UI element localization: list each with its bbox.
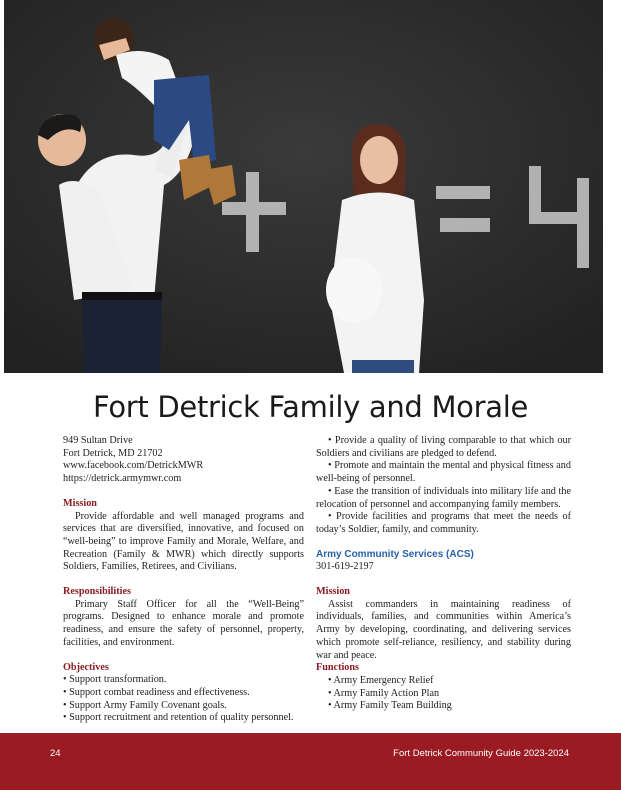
list-item: • Ease the transition of individuals into military life and the relocation of personnel and accompanying family members.	[316, 485, 571, 510]
address-street: 949 Sultan Drive	[63, 435, 133, 446]
list-item: • Army Emergency Relief	[328, 674, 434, 686]
list-item: • Army Family Action Plan	[328, 687, 440, 699]
acs-heading: Army Community Services (ACS)	[316, 548, 474, 560]
list-item: • Promote and maintain the mental and physical fitness and well-being of personnel.	[316, 460, 571, 485]
mission-text: Provide affordable and well managed programs and services that are diversified, innovative, and focused on “well-being” to improve Family and Morale, Welfare, and Recreation (Family & MWR) which directly supports Soldiers, Families, Retirees, and Civilians.	[63, 510, 304, 573]
functions-list	[316, 675, 571, 713]
guide-title: Fort Detrick Community Guide 2023-2024	[393, 748, 569, 759]
family-chalkboard-illustration	[4, 0, 603, 373]
list-item: • Provide a quality of living comparable to that which our Soldiers and civilians are pledged to defend.	[316, 435, 571, 459]
mission-heading: Mission	[63, 497, 97, 509]
acs-phone: 301-619-2197	[316, 561, 374, 573]
page-footer	[0, 733, 621, 790]
objectives-continued-list	[316, 435, 571, 537]
responsibilities-text: Primary Staff Officer for all the “Well-Being” programs. Designed to enhance morale and promote readiness, and ensure the safety of personnel, property, facilities, and environment.	[63, 598, 304, 648]
list-item: • Provide facilities and programs that meet the needs of today’s Soldier, family, and community.	[316, 511, 571, 535]
list-item: • Support Army Family Covenant goals.	[63, 699, 227, 711]
list-item: • Support combat readiness and effectiveness.	[63, 686, 250, 698]
acs-mission-heading: Mission	[316, 586, 350, 598]
page-title: Fort Detrick Family and Morale	[92, 390, 529, 424]
right-column	[316, 435, 571, 713]
facebook-link[interactable]: www.facebook.com/DetrickMWR	[63, 460, 204, 472]
objectives-list	[63, 674, 304, 725]
website-link[interactable]: https://detrick.armymwr.com	[63, 473, 182, 485]
responsibilities-heading: Responsibilities	[63, 586, 131, 598]
address-city: Fort Detrick, MD 21702	[63, 447, 163, 459]
hero-photo	[4, 0, 603, 373]
left-column	[63, 435, 304, 725]
list-item: • Support recruitment and retention of quality personnel.	[63, 712, 294, 724]
list-item: • Army Family Team Building	[328, 700, 452, 712]
page-number: 24	[50, 748, 61, 759]
acs-mission-text: Assist commanders in maintaining readiness of individuals, families, and communities within America’s Army by developing, coordinating, and delivering services which promote self-reliance, resiliency, and stability during war and peace.	[316, 598, 571, 661]
objectives-heading: Objectives	[63, 661, 109, 673]
functions-heading: Functions	[316, 662, 360, 674]
list-item: • Support transformation.	[63, 674, 167, 686]
